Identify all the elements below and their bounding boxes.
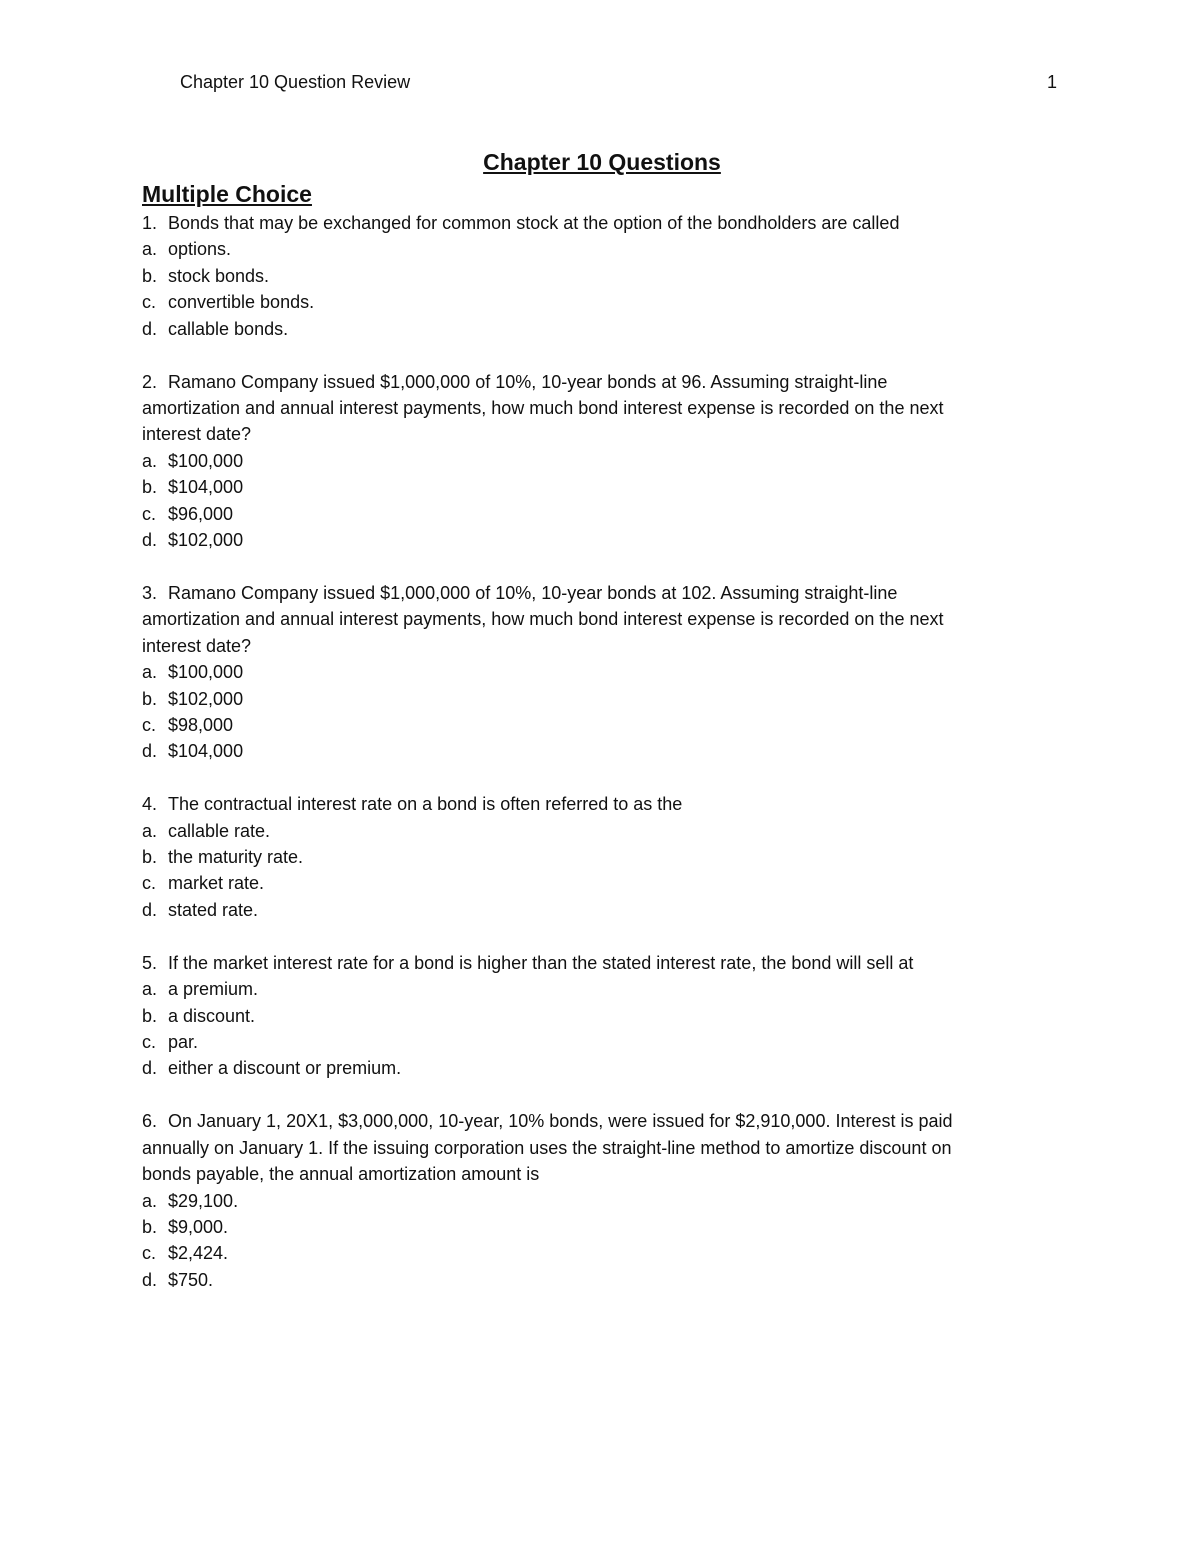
question-number: 2. — [142, 371, 158, 392]
question-number: 1. — [142, 213, 158, 233]
option-text: $100,000 — [168, 662, 244, 683]
question-6 — [142, 1108, 1062, 1293]
question-text: Bonds that may be exchanged for common stock at the option of the bondholders are called — [168, 213, 900, 233]
question-text: bonds payable, the annual amortization amount is — [142, 1164, 540, 1185]
option-letter: a. — [142, 820, 158, 841]
question-number: 6. — [142, 1111, 158, 1132]
option-text: callable bonds. — [168, 318, 289, 339]
option-letter: a. — [142, 662, 158, 683]
question-text-line — [142, 791, 1062, 817]
option-text: $100,000 — [168, 450, 244, 471]
question-text: Ramano Company issued $1,000,000 of 10%, 10-year bonds at 96. Assuming straight-line — [168, 371, 888, 392]
answer-option — [142, 289, 1062, 315]
option-letter: b. — [142, 688, 158, 709]
question-text-line — [142, 1135, 1062, 1161]
answer-option — [142, 844, 1062, 870]
answer-option — [142, 501, 1062, 527]
question-text-line — [142, 1161, 1062, 1187]
question-text-line — [142, 1108, 1062, 1134]
question-2 — [142, 369, 1062, 554]
option-text: $102,000 — [168, 688, 244, 709]
answer-option — [142, 1055, 1062, 1081]
option-text: $96,000 — [168, 503, 234, 524]
option-letter: d. — [142, 318, 158, 339]
option-text: $29,100. — [168, 1190, 239, 1211]
option-text: $102,000 — [168, 529, 244, 550]
answer-option — [142, 1003, 1062, 1029]
option-text: $104,000 — [168, 741, 244, 762]
option-letter: a. — [142, 979, 158, 1000]
question-text-line — [142, 580, 1062, 606]
question-text-line — [142, 395, 1062, 421]
option-text: stated rate. — [168, 899, 259, 920]
answer-option — [142, 236, 1062, 262]
option-letter: c. — [142, 503, 157, 524]
question-text: amortization and annual interest payments, how much bond interest expense is recorded on the next — [142, 609, 944, 630]
question-text: annually on January 1. If the issuing corporation uses the straight-line method to amortize discount on — [142, 1137, 952, 1158]
page-header — [180, 72, 1057, 98]
question-list — [142, 210, 1062, 1293]
option-letter: a. — [142, 450, 158, 471]
option-text: either a discount or premium. — [168, 1058, 402, 1079]
answer-option — [142, 263, 1062, 289]
answer-option — [142, 897, 1062, 923]
option-letter: b. — [142, 1216, 158, 1237]
answer-option — [142, 1029, 1062, 1055]
question-text: The contractual interest rate on a bond is often referred to as the — [168, 794, 683, 815]
option-text: $98,000 — [168, 714, 234, 735]
option-text: $9,000. — [168, 1216, 229, 1237]
question-1 — [142, 210, 1062, 342]
question-text-line — [142, 369, 1062, 395]
answer-option — [142, 712, 1062, 738]
option-letter: a. — [142, 239, 158, 260]
option-text: convertible bonds. — [168, 292, 315, 313]
document-title: Chapter 10 Questions — [483, 149, 721, 175]
answer-option — [142, 1188, 1062, 1214]
option-text: $750. — [168, 1269, 214, 1290]
option-text: $2,424. — [168, 1243, 229, 1264]
option-letter: c. — [142, 1031, 157, 1052]
option-text: market rate. — [168, 873, 265, 894]
option-text: a discount. — [168, 1005, 256, 1026]
question-text: On January 1, 20X1, $3,000,000, 10-year, 10% bonds, were issued for $2,910,000. Interest is paid — [168, 1111, 953, 1132]
question-4 — [142, 791, 1062, 923]
option-text: callable rate. — [168, 820, 271, 841]
section-title: Multiple Choice — [142, 181, 312, 207]
option-letter: c. — [142, 1243, 157, 1264]
question-text-line — [142, 950, 1062, 976]
question-text-line — [142, 633, 1062, 659]
answer-option — [142, 659, 1062, 685]
option-letter: b. — [142, 477, 158, 498]
option-letter: b. — [142, 1005, 158, 1026]
option-letter: a. — [142, 1190, 158, 1211]
answer-option — [142, 976, 1062, 1002]
option-letter: d. — [142, 741, 158, 762]
question-text: amortization and annual interest payments, how much bond interest expense is recorded on the next — [142, 397, 944, 418]
answer-option — [142, 1214, 1062, 1240]
question-number: 3. — [142, 582, 158, 603]
option-text: options. — [168, 239, 232, 260]
answer-option — [142, 870, 1062, 896]
document-body — [142, 146, 1062, 1320]
question-text: If the market interest rate for a bond is higher than the stated interest rate, the bond will sell at — [168, 952, 914, 973]
option-text: par. — [168, 1031, 199, 1052]
answer-option — [142, 448, 1062, 474]
question-number: 4. — [142, 794, 158, 815]
answer-option — [142, 474, 1062, 500]
option-text: a premium. — [168, 979, 259, 1000]
question-text: interest date? — [142, 424, 252, 445]
option-letter: d. — [142, 529, 158, 550]
question-5 — [142, 950, 1062, 1082]
option-letter: c. — [142, 873, 157, 894]
option-text: $104,000 — [168, 477, 244, 498]
answer-option — [142, 1240, 1062, 1266]
question-text-line — [142, 606, 1062, 632]
option-letter: b. — [142, 265, 158, 286]
answer-option — [142, 1267, 1062, 1293]
question-text: interest date? — [142, 635, 252, 656]
question-text-line — [142, 210, 1062, 236]
question-3 — [142, 580, 1062, 765]
running-header-title: Chapter 10 Question Review — [180, 72, 411, 92]
question-text: Ramano Company issued $1,000,000 of 10%, 10-year bonds at 102. Assuming straight-line — [168, 582, 898, 603]
option-letter: b. — [142, 847, 158, 868]
option-letter: c. — [142, 292, 157, 313]
answer-option — [142, 818, 1062, 844]
option-text: the maturity rate. — [168, 847, 304, 868]
page-number: 1 — [1046, 72, 1057, 92]
option-letter: c. — [142, 714, 157, 735]
answer-option — [142, 527, 1062, 553]
option-letter: d. — [142, 1269, 158, 1290]
answer-option — [142, 686, 1062, 712]
question-number: 5. — [142, 952, 158, 973]
answer-option — [142, 738, 1062, 764]
option-text: stock bonds. — [168, 265, 270, 286]
option-letter: d. — [142, 1058, 158, 1079]
answer-option — [142, 316, 1062, 342]
option-letter: d. — [142, 899, 158, 920]
question-text-line — [142, 421, 1062, 447]
